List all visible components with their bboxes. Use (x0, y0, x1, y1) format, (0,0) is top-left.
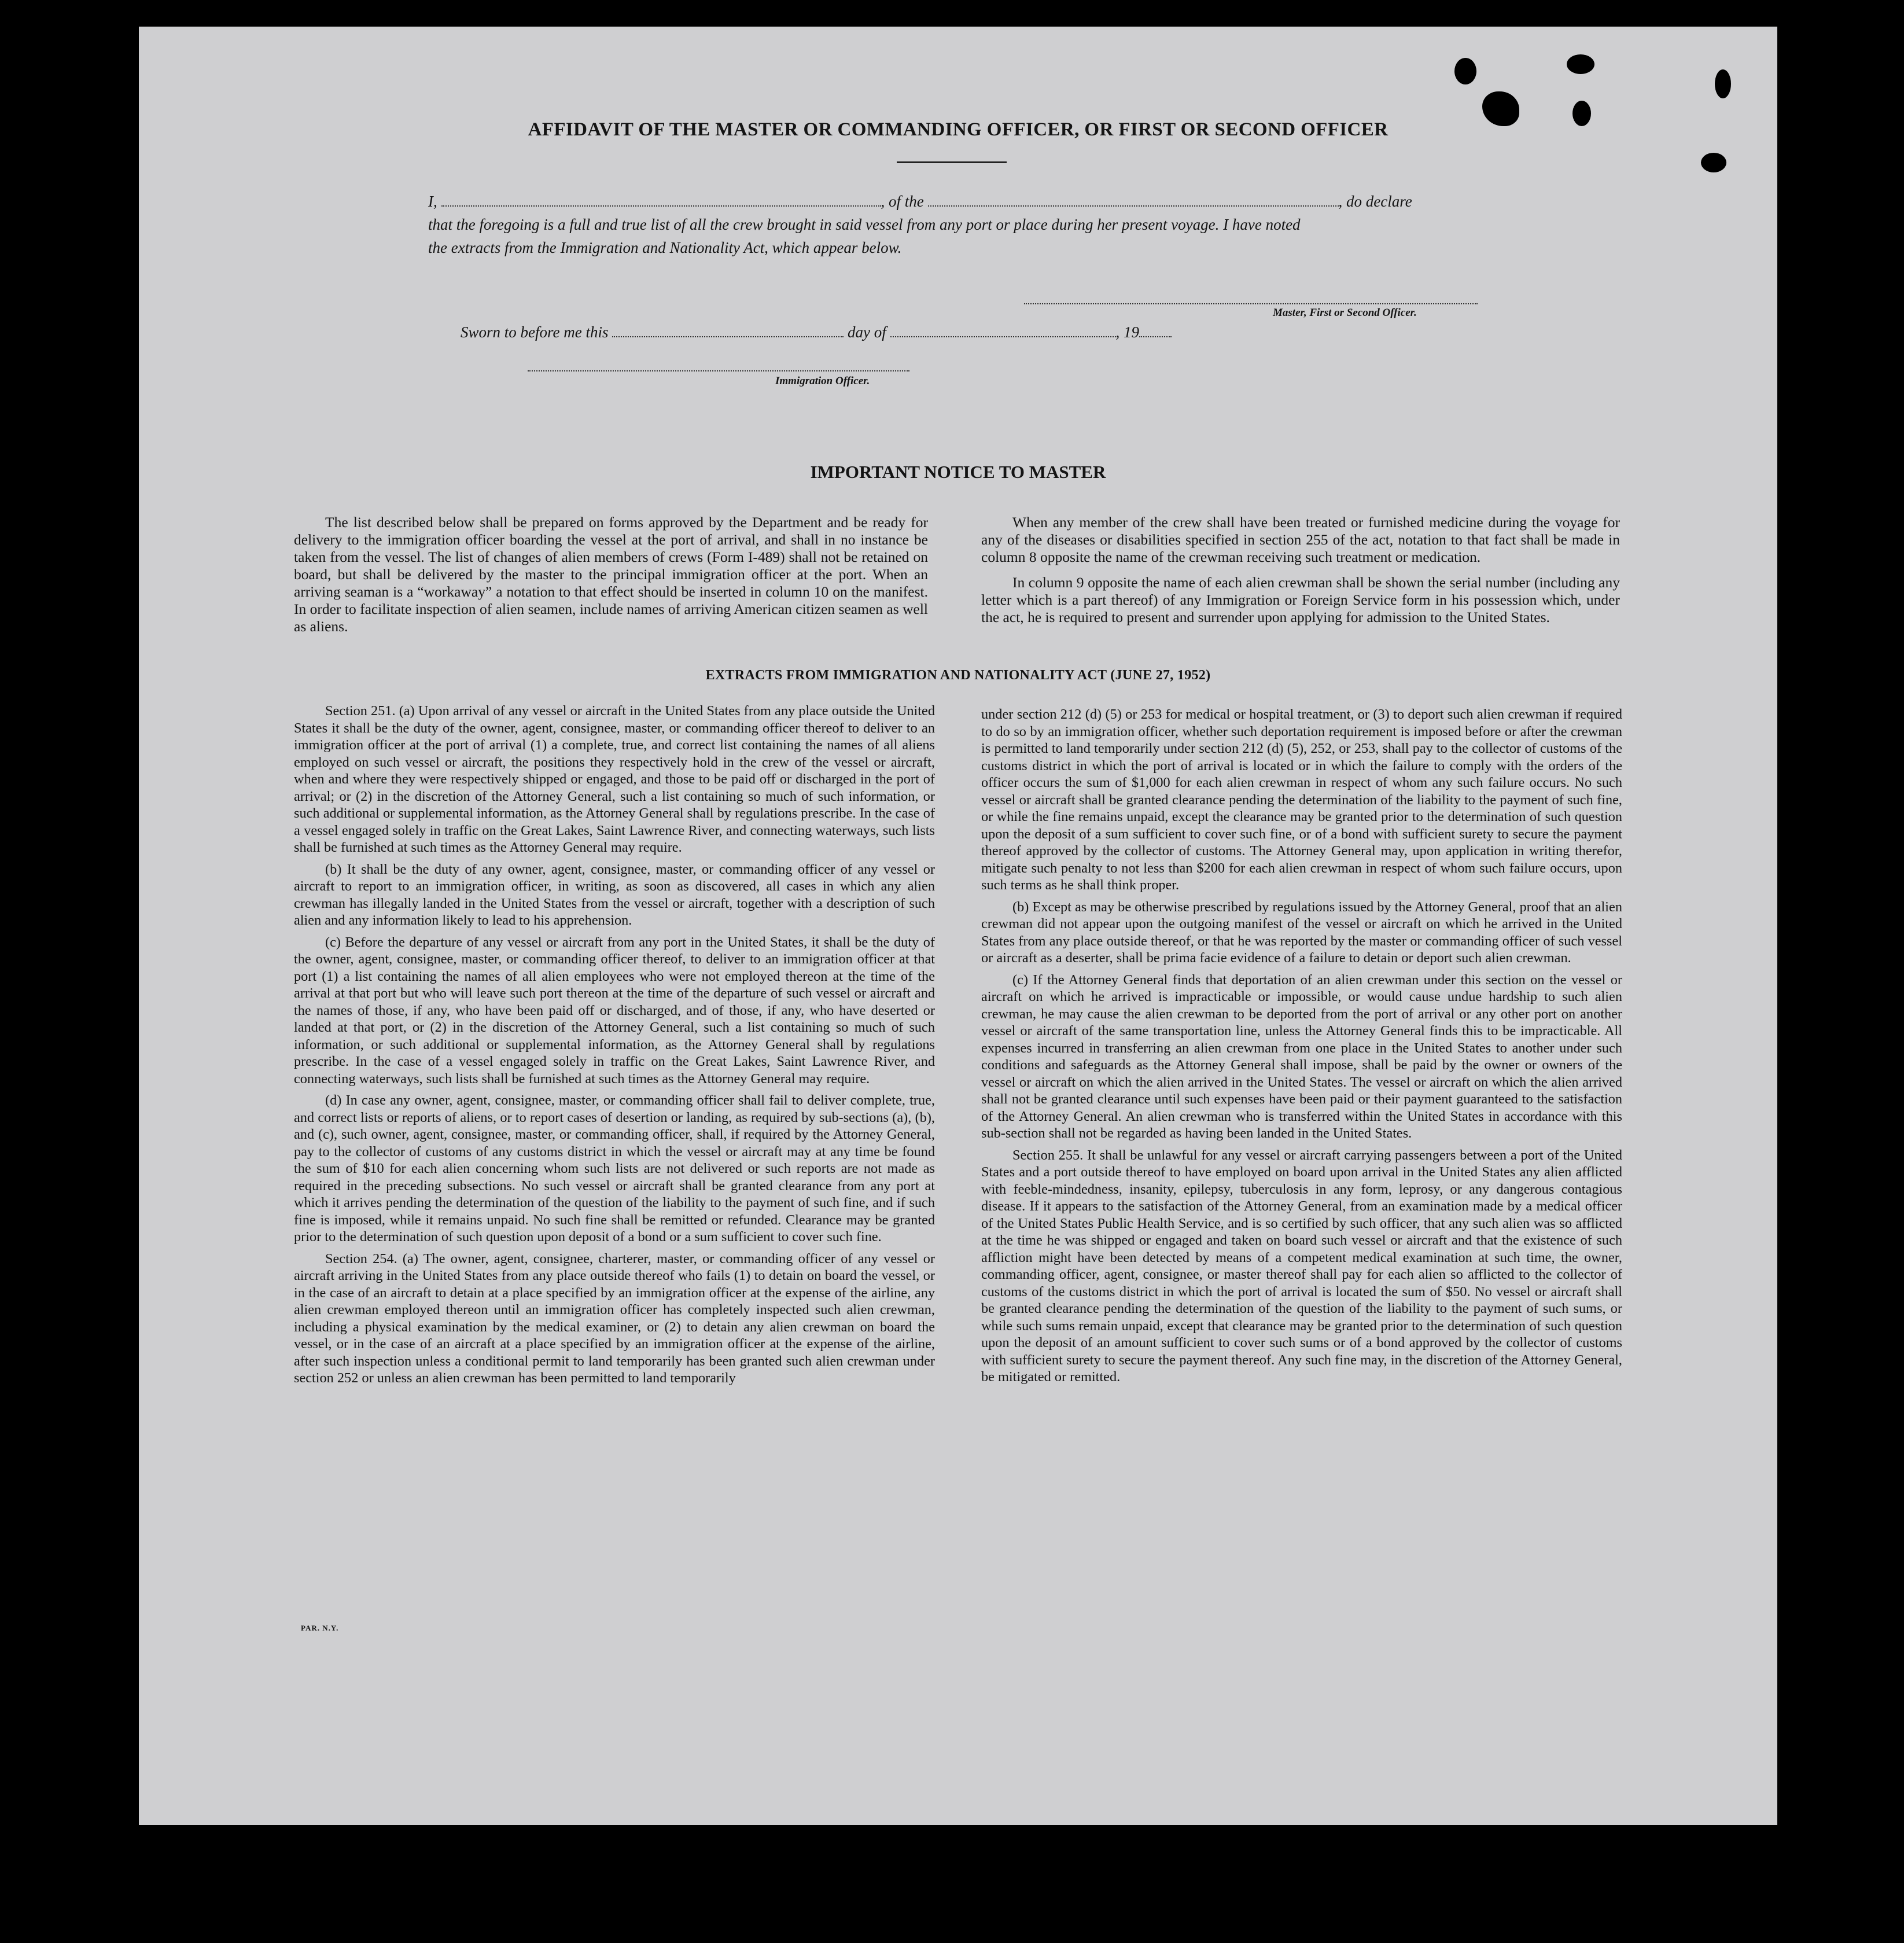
printer-mark: PAR. N.Y. (301, 1624, 339, 1632)
notice-left-column (294, 514, 928, 643)
extract-paragraph: (c) Before the departure of any vessel or aircraft from any port in the United States, it shall be the duty of the owner, agent, consignee, master, or commanding officer thereof, to deliver to an immigration officer at that port (1) a list containing the names of all alien employees who were not employed thereon at the time of the arrival at that port but who will leave such port thereon at the time of the departure of such vessel or aircraft and the names of those, if any, who have been paid off or discharged, and of those, if any, who have deserted or landed at that port, or (2) in the discretion of the Attorney General, such a list containing so much of such information, or such additional or supplemental information, as the Attorney General shall by regulations prescribe. In the case of a vessel engaged solely in traffic on the Great Lakes, Saint Lawrence River, and connecting waterways, such lists shall be furnished at such times as the Attorney General may require. (294, 934, 935, 1087)
punch-hole-decoration (1715, 69, 1731, 98)
declarant-name-field[interactable] (441, 192, 881, 207)
extract-paragraph: under section 212 (d) (5) or 253 for medical or hospital treatment, or (3) to deport such alien crewman if required to do so by an immigration officer, whether such deportation requirement is imposed before or after the crewman is permitted to land temporarily under section 212 (d) (5), 252, or 253, shall pay to the collector of customs of the customs district in which the port of arrival is located or in which the failure to comply with the orders of the officer occurs the sum of $1,000 for each alien crewman in respect of whom any such failure occurs. No such vessel or aircraft shall be granted clearance pending the determination of the liability to the payment of such fine, or while the fine remains unpaid, except the clearance may be granted prior to the determination of such question upon the deposit of a sum sufficient to cover such fine, or of a bond with sufficient surety to secure the payment thereof approved by the collector of customs. The Attorney General may, upon application in writing therefor, mitigate such penalty to not less than $200 for each alien crewman in respect of whom such failure occurs, upon such terms as he shall think proper. (981, 706, 1622, 893)
punch-hole-decoration (1567, 54, 1594, 74)
do-declare-label: , do declare (1338, 193, 1412, 210)
extracts-title: EXTRACTS FROM IMMIGRATION AND NATIONALITY ACT (JUNE 27, 1952) (705, 668, 1211, 683)
immigration-officer-label: Immigration Officer. (775, 375, 870, 387)
extract-paragraph: (c) If the Attorney General finds that deportation of an alien crewman under this section on the vessel or aircraft on which he arrived is impracticable or impossible, or would cause undue hardship to such alien crewman, he may cause the alien crewman to be deported from the port of arrival or any other port on another vessel or aircraft of the same transportation line, unless the Attorney General finds this to be impracticable. All expenses incurred in transferring an alien crewman from one place in the United States to another under such conditions and safeguards as the Attorney General shall impose, shall be paid by the owner or owners of the vessel or aircraft on which the alien arrived in the United States. The vessel or aircraft on which the alien arrived shall not be granted clearance until such expenses have been paid or their payment guaranteed to the satisfaction of the Attorney General. An alien crewman who is transferred within the United States in accordance with this sub-section shall not be regarded as having been landed in the United States. (981, 971, 1622, 1141)
extract-paragraph: Section 251. (a) Upon arrival of any vessel or aircraft in the United States from any place outside the United States it shall be the duty of the owner, agent, consignee, master, or commanding officer thereof to deliver to an immigration officer at the port of arrival (1) a complete, true, and correct list containing the names of all aliens employed on such vessel or aircraft, the positions they respectively hold in the crew of the vessel or aircraft, when and where they were respectively shipped or engaged, and those to be paid off or discharged in the port of arrival; or (2) in the discretion of the Attorney General, such a list containing so much of such information, or such additional or supplemental information, as the Attorney General shall by regulations prescribe. In the case of a vessel engaged solely in traffic on the Great Lakes, Saint Lawrence River, and connecting waterways, such lists shall be furnished at such times as the Attorney General may require. (294, 703, 935, 855)
title-rule (897, 161, 1007, 163)
master-signature-line[interactable] (1024, 303, 1478, 304)
declaration-line-1 (428, 190, 1516, 213)
notice-title: IMPORTANT NOTICE TO MASTER (810, 462, 1106, 482)
year-label: , 19 (1115, 323, 1139, 341)
punch-hole-decoration (1701, 153, 1726, 172)
vessel-name-field[interactable] (928, 192, 1339, 207)
sworn-year-field[interactable] (1139, 322, 1172, 337)
day-of-label: day of (848, 323, 886, 341)
sworn-month-field[interactable] (890, 322, 1116, 337)
i-label: I, (428, 193, 437, 210)
notice-paragraph: The list described below shall be prepared on forms approved by the Department and be ready for delivery to the immigration officer boarding the vessel at the port of arrival, and shall in no instance be taken from the vessel. The list of changes of alien members of crews (Form I-489) shall not be retained on board, but shall be delivered by the master to the principal immigration officer at the port. When an arriving seaman is a “workaway” a notation to that effect should be inserted in column 10 on the manifest. In order to facilitate inspection of alien seamen, include names of arriving American citizen seamen as well as aliens. (294, 514, 928, 635)
notice-paragraph: In column 9 opposite the name of each alien crewman shall be shown the serial number (including any letter which is a part thereof) of any Immigration or Foreign Service form in his possession which, under the act, he is required to present and surrender upon applying for admission to the United States. (981, 574, 1620, 625)
extract-paragraph: (b) Except as may be otherwise prescribed by regulations issued by the Attorney General, proof that an alien crewman did not appear upon the outgoing manifest of the vessel or aircraft on which he arrived in the United States from any place outside thereof, or that he was reported by the master or commanding officer of such vessel or aircraft as a deserter, shall be prima facie evidence of a failure to detain or deport such alien crewman. (981, 899, 1622, 966)
extract-paragraph: (d) In case any owner, agent, consignee, master, or commanding officer shall fail to deliver complete, true, and correct lists or reports of aliens, or to report cases of desertion or landing, as required by sub-sections (a), (b), and (c), such owner, agent, consignee, master, or commanding officer, shall, if required by the Attorney General, pay to the collector of customs of any customs district in which the vessel or aircraft may at any time be found the sum of $10 for each alien concerning whom such lists are not delivered or such reports are not made as required in the preceding subsections. No such vessel or aircraft shall be granted clearance from any port at which it arrives pending the determination of the question of the liability to the payment of such fine, and if such fine is imposed, while it remains unpaid. No such fine shall be remitted or refunded. Clearance may be granted prior to the determination of such question upon deposit of a bond or a sum sufficient to cover such fine. (294, 1092, 935, 1245)
affidavit-title: AFFIDAVIT OF THE MASTER OR COMMANDING OFFICER, OR FIRST OR SECOND OFFICER (528, 119, 1389, 140)
notice-right-column (981, 514, 1620, 634)
declaration-line-2: that the foregoing is a full and true list of all the crew brought in said vessel from any port or place during her present voyage. I have noted (428, 216, 1301, 233)
notice-paragraph: When any member of the crew shall have been treated or furnished medicine during the voyage for any of the diseases or disabilities specified in section 255 of the act, notation to that fact shall be made in column 8 opposite the name of the crewman receiving such treatment or medication. (981, 514, 1620, 565)
extract-paragraph: Section 255. It shall be unlawful for any vessel or aircraft carrying passengers between a port of the United States and a port outside thereof to have employed on board upon arrival in the United States any alien afflicted with feeble-mindedness, insanity, epilepsy, tuberculosis in any form, leprosy, or any dangerous contagious disease. If it appears to the satisfaction of the Attorney General, from an examination made by a medical officer of the United States Public Health Service, and is so certified by such officer, that any such alien was so afflicted at the time he was shipped or engaged and taken on board such vessel or aircraft and that the existence of such affliction might have been detected by means of a competent medical examination at such time, the owner, commanding officer, agent, consignee, or master thereof shall pay for each alien so afflicted to the collector of customs of the customs district in which the port of arrival is located the sum of $50. No vessel or aircraft shall be granted clearance pending the determination of the question of the liability to the payment of such sums, or while such sums remain unpaid, except that clearance may be granted prior to the determination of such question upon the deposit of an amount sufficient to cover such sums or of a bond approved by the collector of customs with sufficient surety to secure the payment thereof. Any such fine may, in the discretion of the Attorney General, be mitigated or remitted. (981, 1147, 1622, 1385)
sworn-day-field[interactable] (612, 322, 844, 337)
sworn-line (461, 321, 1386, 344)
extract-paragraph: Section 254. (a) The owner, agent, consignee, charterer, master, or commanding officer of any vessel or aircraft arriving in the United States from any place outside thereof who fails (1) to detain on board the vessel, or in the case of an aircraft to detain at a place specified by an immigration officer at the expense of the airline, any alien crewman employed thereon until an immigration officer has completely inspected such alien crewman, including a physical examination by the medical examiner, or (2) to detain any alien crewman on board the vessel, or in the case of an aircraft at a place specified by an immigration officer at the expense of the airline, after such inspection unless a conditional permit to land temporarily has been granted such alien crewman under section 252 or unless an alien crewman has been permitted to land temporarily (294, 1250, 935, 1386)
of-the-label: , of the (881, 193, 924, 210)
extracts-left-column (294, 702, 935, 1392)
immigration-officer-signature-line[interactable] (528, 370, 909, 371)
extracts-right-column (981, 706, 1622, 1390)
master-signature-label: Master, First or Second Officer. (1273, 307, 1417, 319)
extract-paragraph: (b) It shall be the duty of any owner, agent, consignee, master, or commanding officer of any vessel or aircraft to report to an immigration officer, in writing, as soon as discovered, all cases in which any alien crewman has illegally landed in the United States from the vessel or aircraft, together with a description of such alien and any information likely to lead to his apprehension. (294, 861, 935, 928)
declaration-block (428, 190, 1516, 259)
sworn-label: Sworn to before me this (461, 323, 609, 341)
punch-hole-decoration (1454, 58, 1476, 84)
form-page (139, 27, 1777, 1825)
declaration-line-3: the extracts from the Immigration and Nationality Act, which appear below. (428, 239, 902, 256)
